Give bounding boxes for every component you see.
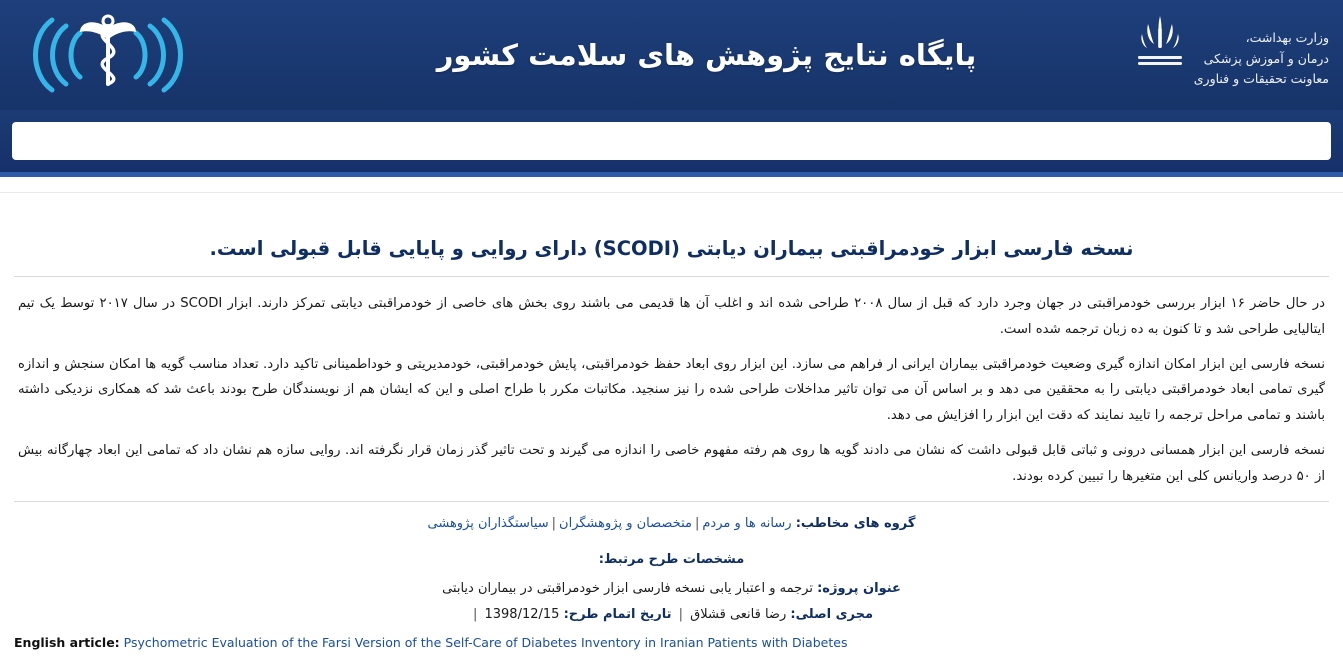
audience-label: گروه های مخاطب: (795, 516, 916, 532)
ministry-line-2: درمان و آموزش پزشکی (1203, 50, 1329, 66)
ministry-line-1: وزارت بهداشت، (1245, 30, 1329, 45)
audience-link-policymakers[interactable]: سیاستگذاران پژوهشی (427, 516, 549, 532)
page-title: نسخه فارسی ابزار خودمراقبتی بیماران دیابتی (SCODI) دارای روایی و پایایی قابل قبولی است. (14, 211, 1329, 277)
project-details (14, 547, 1329, 656)
end-date-value: 1398/12/15 (484, 607, 560, 623)
article-paragraph: در حال حاضر ۱۶ ابزار بررسی خودمراقبتی در جهان وجرد دارد که قبل از سال ۲۰۰۸ طراحی شده اند و اغلب آن ها قدیمی می باشند روی بخش های خاصی از خودمراقبتی دیابتی تمرکز دارند. ابزار SCODI در سال ۲۰۱۷ توسط یک تیم ایتالیایی طراحی شد و تا کنون به ده زبان ترجمه شده است. (18, 296, 1325, 337)
pipe-separator: | (678, 607, 684, 623)
article-paragraph: نسخه فارسی این ابزار امکان اندازه گیری وضعیت خودمراقبتی بیماران ایرانی ار فراهم می سازد. این ابزار روی ابعاد حفظ خودمراقبتی، پایش خودمراقبتی، خودمدیریتی و خوداطمینانی تاکید دارد. تعداد مناسب گویه ها امکان سنجش و اندازه گیری تمامی ابعاد خودمراقبتی دیابتی را به محققین می دهد و بر اساس آن می توان تاثیر مداخلات طراحی شده را نیز سنجید. مکاتبات مکرر با طراح اصلی و این که ایشان هم از نویسندگان طرح بودند باعث شد که همکاری نزدیکی داشته باشند و تمامی مراحل ترجمه را تایید نمایند که دقت این ابزار را افزایش می دهد. (18, 356, 1325, 424)
caduceus-logo-icon (18, 8, 198, 102)
pipe-separator: | (551, 516, 557, 532)
section-divider (14, 501, 1329, 502)
site-header (0, 0, 1343, 110)
page-top-spacer (0, 177, 1343, 193)
project-title-value: ترجمه و اعتبار یابی نسخه فارسی ابزار خودمراقبتی در بیماران دیابتی (442, 580, 813, 596)
site-title: پایگاه نتایج پژوهش های سلامت کشور (436, 38, 977, 72)
ministry-branding (1128, 6, 1329, 90)
audience-link-media[interactable]: رسانه ها و مردم (702, 516, 792, 532)
project-title-row (14, 576, 1329, 603)
search-bar-region (0, 110, 1343, 172)
pipe-separator: | (472, 607, 478, 623)
project-section-label: مشخصات طرح مرتبط: (598, 552, 745, 568)
article-body (14, 291, 1329, 489)
audience-link-experts[interactable]: متخصصان و پژوهشگران (559, 516, 692, 532)
pipe-separator: | (694, 516, 700, 532)
english-article-label: English article: (14, 634, 120, 650)
project-title-label: عنوان پروژه: (817, 580, 901, 596)
project-pi-date-row (14, 602, 1329, 629)
ministry-line-3: معاونت تحقیقات و فناوری (1193, 71, 1329, 87)
end-date-label: تاریخ اتمام طرح: (563, 607, 672, 623)
search-input[interactable] (12, 122, 1331, 160)
audience-items (428, 516, 792, 531)
iran-emblem-icon (1134, 10, 1186, 82)
english-article-row (14, 629, 1329, 656)
pi-value: رضا قانعی قشلاق (690, 607, 787, 623)
article-paragraph: نسخه فارسی این ابزار همسانی درونی و ثباتی قابل قبولی داشت که نشان می دادند گویه ها روی هم رفته مفهوم خاصی را اندازه می گیرند و تحت تاثیر گذر زمان قرار نگرفته اند. روایی سازه هم نشان داد که تمامی این ابعاد چهارگانه بیش از ۵۰ درصد واریانس کلی این متغیرها را تبیین کرده بودند. (18, 442, 1325, 484)
ministry-text (1194, 6, 1329, 90)
pi-label: مجری اصلی: (790, 607, 874, 623)
main-content (0, 193, 1343, 656)
audience-row (14, 512, 1329, 537)
english-article-link[interactable]: Psychometric Evaluation of the Farsi Version of the Self-Care of Diabetes Inventory in Iranian Patients with Diabetes (123, 634, 848, 650)
